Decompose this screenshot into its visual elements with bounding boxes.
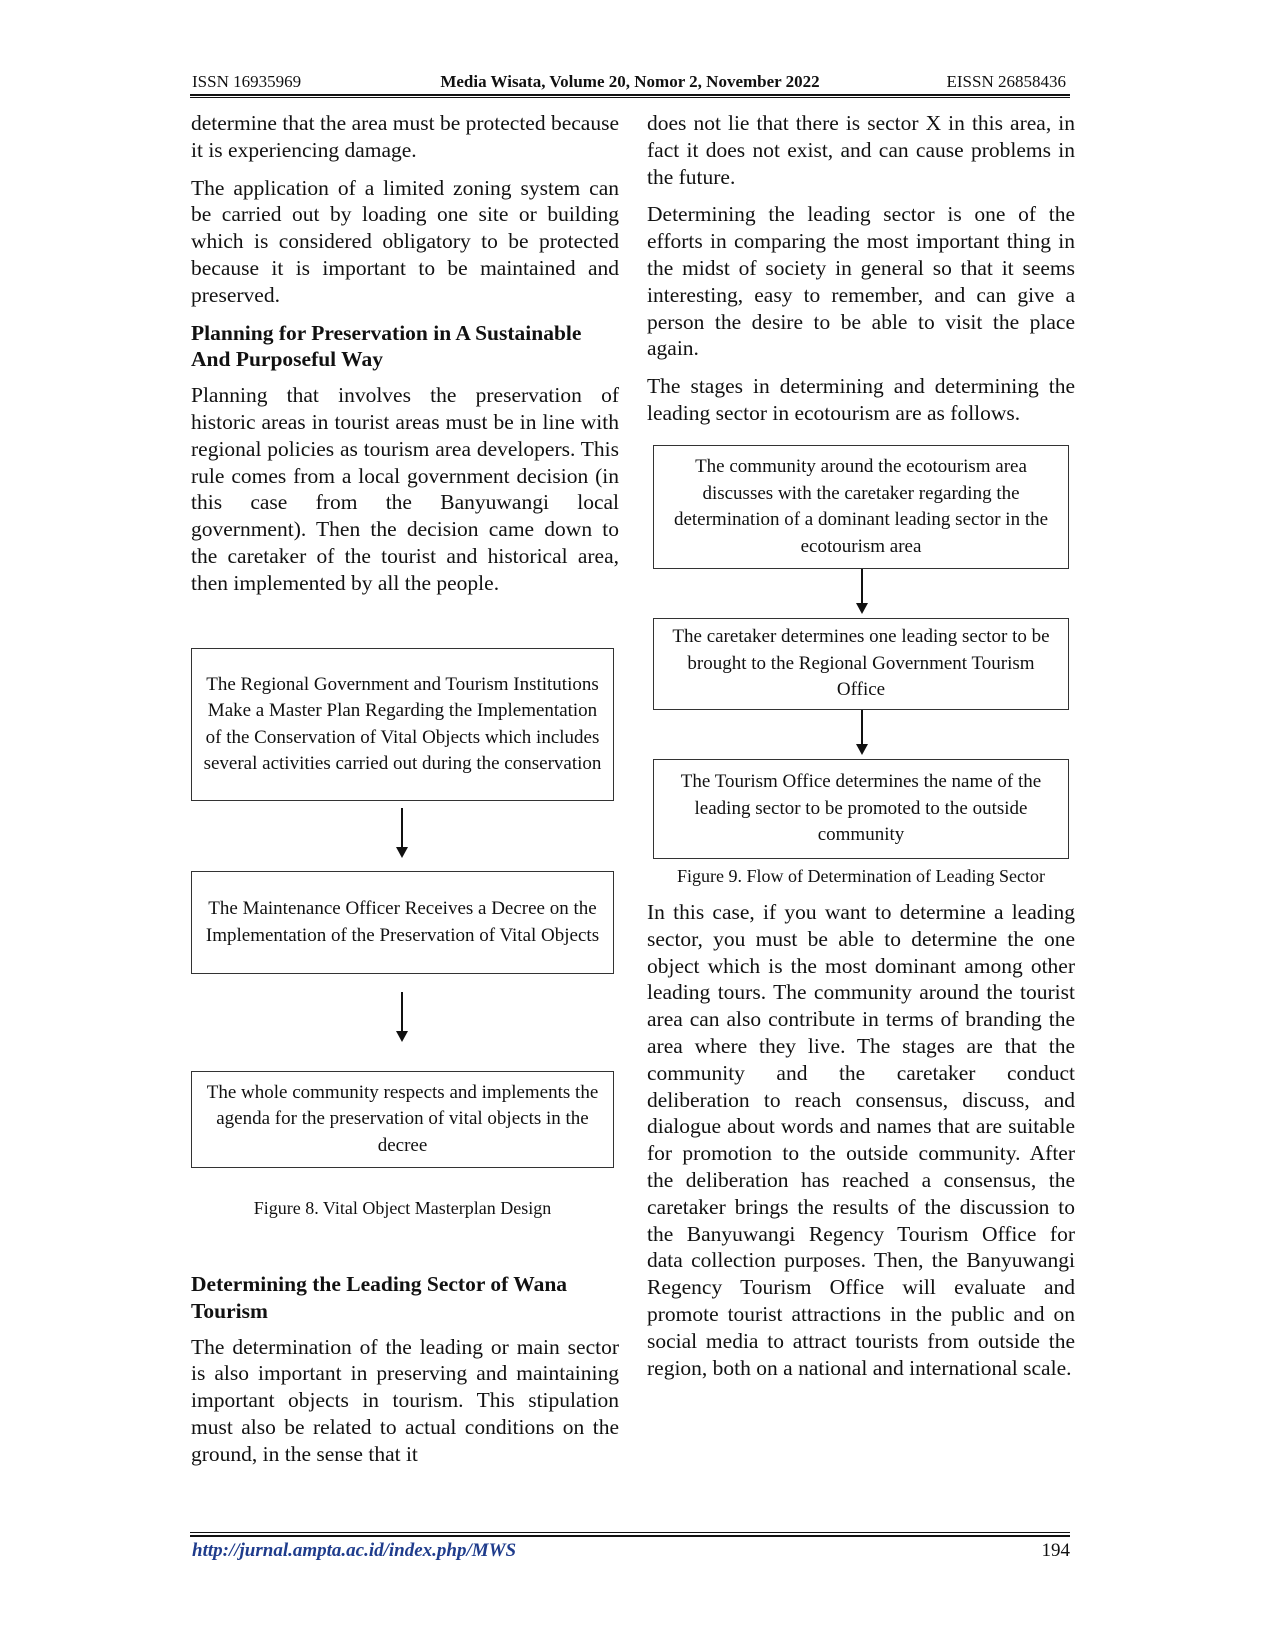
left-column-top [191,110,619,608]
flow-box-text: The Tourism Office determines the name of the leading sector to be promoted to the outside community [680,771,1042,846]
paragraph: The stages in determining and determining the leading sector in ecotourism are as follows. [647,374,1075,425]
flow-box-text: The caretaker determines one leading sector to be brought to the Regional Government Tourism Office [672,626,1050,701]
eissn: EISSN 26858436 [946,72,1066,91]
section-heading: Determining the Leading Sector of Wana Tourism [191,1272,568,1323]
paragraph: determine that the area must be protected because it is experiencing damage. [191,111,620,162]
flow-box-text: The Regional Government and Tourism Institutions Make a Master Plan Regarding the Implementation of the Conservation of Vital Objects which includes several activities carried out during the conservation [203,673,602,774]
paragraph: Determining the leading sector is one of the efforts in comparing the most important thing in the midst of society in general so that it seems interesting, easy to remember, and can give a person the desire to be able to visit the place again. [647,202,1075,361]
flow-box [191,648,614,801]
flow-box [191,1071,614,1168]
right-column-top [647,110,1075,438]
left-column-bottom [191,1271,619,1479]
flow-box [191,871,614,974]
figure-caption: Figure 9. Flow of Determination of Leading Sector [677,866,1045,886]
flow-box [653,445,1069,569]
flow-box [653,618,1069,710]
journal-url-link[interactable]: http://jurnal.ampta.ac.id/index.php/MWS [192,1540,517,1561]
paragraph: In this case, if you want to determine a leading sector, you must be able to determine the one object which is the most dominant among other leading tours. The community around the tourist area can also contribute in terms of branding the area where they live. The stages are that the community and the caretaker conduct deliberation to reach consensus, discuss, and dialogue about words and names that are suitable for promotion to the outside community. After the deliberation has reached a consensus, the caretaker brings the results of the discussion to the Banyuwangi Regency Tourism Office for data collection purposes. Then, the Banyuwangi Regency Tourism Office will evaluate and promote tourist attractions in the public and on social media to attract tourists from outside the region, both on a national and international scale. [647,900,1075,1380]
figure-caption: Figure 8. Vital Object Masterplan Design [253,1198,552,1218]
issn: ISSN 16935969 [192,72,302,91]
header-rule-thin [190,97,1070,98]
section-heading: Planning for Preservation in A Sustainable And Purposeful Way [191,320,582,372]
paragraph: Planning that involves the preservation of historic areas in tourist areas must be in line with regional policies as tourism area developers. This rule comes from a local government decision (in this case from the Banyuwangi local government). Then the decision came down to the caretaker of the tourist and historical area, then implemented by all the people. [191,383,619,595]
paragraph: The determination of the leading or main sector is also important in preserving and maintaining important objects in tourism. This stipulation must also be related to actual conditions on the ground, in the sense that it [191,1334,619,1466]
paragraph: The application of a limited zoning system can be carried out by loading one site or building which is considered obligatory to be protected because it is important to be maintained and preserved. [191,175,619,307]
flow-arrow [856,710,868,755]
flow-box-text: The Maintenance Officer Receives a Decree on the Implementation of the Preservation of Vital Objects [205,898,600,946]
flow-box-text: The community around the ecotourism area discusses with the caretaker regarding the determination of a dominant leading sector in the ecotourism area [673,456,1049,557]
flow-box [653,759,1069,859]
flow-arrow [396,808,408,858]
flow-arrow [856,569,868,614]
footer-rule-thin [190,1532,1070,1533]
journal-title: Media Wisata, Volume 20, Nomor 2, November 2022 [440,72,820,91]
page-number: 194 [1041,1540,1070,1561]
paragraph: does not lie that there is sector X in this area, in fact it does not exist, and can cause problems in the future. [647,111,1075,189]
flow-arrow [396,992,408,1042]
page-header [190,68,1070,94]
footer-rule [190,1535,1070,1537]
right-column-bottom [647,899,1075,1392]
header-rule [190,94,1070,96]
flow-box-text: The whole community respects and implements the agenda for the preservation of vital objects in the decree [206,1081,599,1156]
